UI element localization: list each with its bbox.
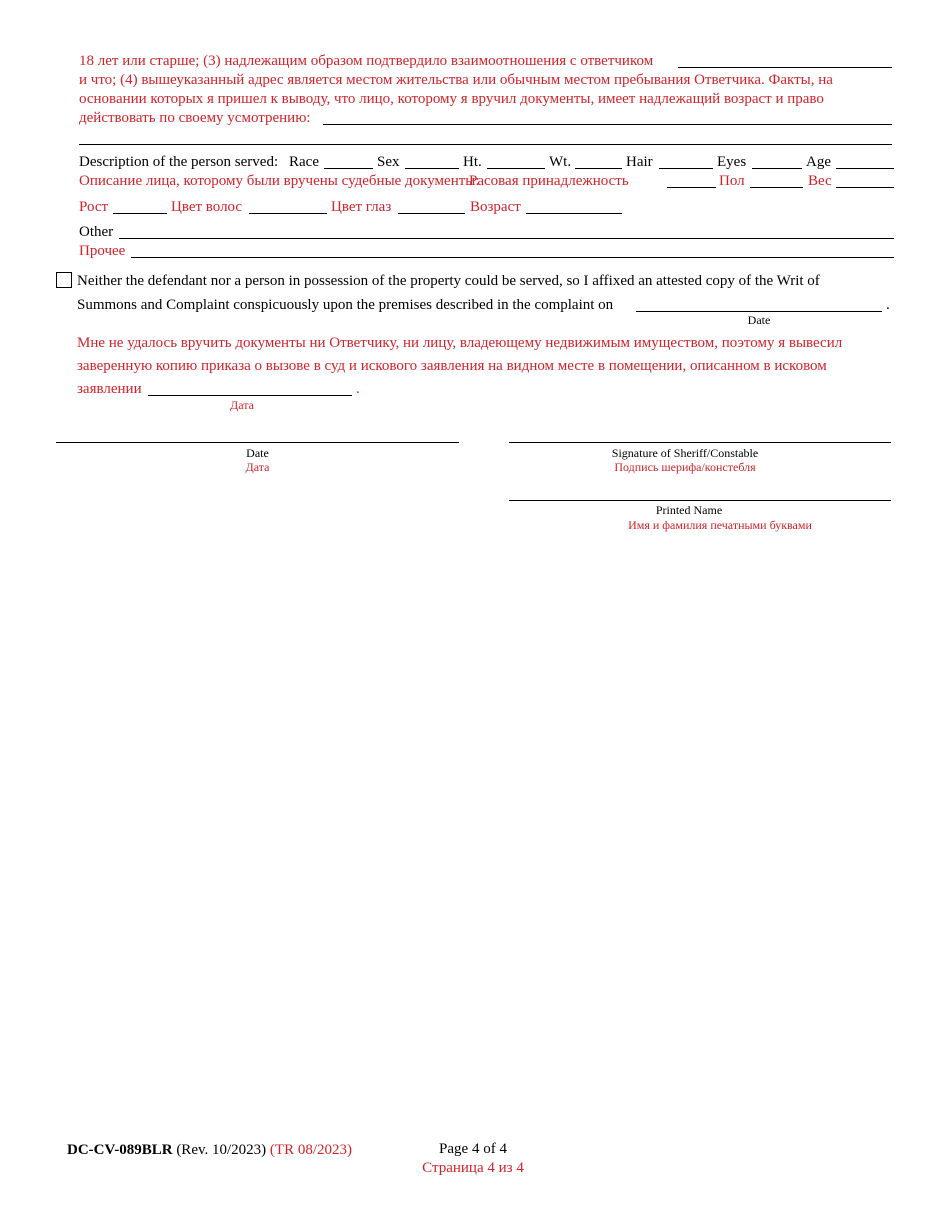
- date-signature-line[interactable]: [56, 442, 459, 443]
- posting-date-caption: Date: [747, 313, 771, 327]
- ru-race-label: Расовая принадлежность: [469, 173, 629, 189]
- race-label: Race: [289, 154, 319, 170]
- age-label: Age: [806, 154, 831, 170]
- posting-date-field[interactable]: [636, 311, 882, 312]
- weight-field[interactable]: [575, 168, 622, 169]
- weight-label: Wt.: [549, 154, 572, 170]
- ru-posting-date-field[interactable]: [148, 395, 352, 396]
- ru-sheriff-signature-caption: Подпись шерифа/констебля: [614, 460, 756, 474]
- ru-eyes-label: Цвет глаз: [331, 199, 392, 215]
- height-label: Ht.: [463, 154, 482, 170]
- ru-posting-line-1: Мне не удалось вручить документы ни Ответчику, ни лицу, владеющему недвижимым имуществом, поэтому я вывесил: [77, 335, 843, 351]
- ru-sex-field[interactable]: [750, 187, 803, 188]
- form-id: DC-CV-089BLR: [67, 1142, 173, 1158]
- sex-label: Sex: [377, 154, 400, 170]
- ru-height-label: Рост: [79, 199, 109, 215]
- date-caption: Date: [246, 446, 269, 460]
- ru-other-field[interactable]: [131, 257, 894, 258]
- intro-line-1: 18 лет или старше; (3) надлежащим образом подтвердило взаимоотношения с ответчиком: [79, 53, 654, 69]
- ru-date-caption: Дата: [245, 460, 270, 474]
- ru-age-field[interactable]: [526, 213, 622, 214]
- eyes-label: Eyes: [717, 154, 747, 170]
- ru-age-label: Возраст: [470, 199, 521, 215]
- ru-description-label: Описание лица, которому были вручены судебные документы:: [79, 173, 480, 189]
- intro-line-4: действовать по своему усмотрению:: [79, 110, 311, 126]
- facts-field-1[interactable]: [323, 124, 892, 125]
- ru-race-field[interactable]: [667, 187, 716, 188]
- intro-line-3: основании которых я пришел к выводу, что лицо, которому я вручил документы, имеет надлежащий возраст и право: [79, 91, 824, 107]
- ru-hair-field[interactable]: [249, 213, 327, 214]
- form-translation-revision: (TR 08/2023): [269, 1142, 352, 1158]
- posting-checkbox[interactable]: [56, 272, 72, 288]
- posting-period: .: [886, 297, 890, 313]
- printed-name-caption: Printed Name: [655, 503, 723, 517]
- ru-eyes-field[interactable]: [398, 213, 465, 214]
- eyes-field[interactable]: [752, 168, 802, 169]
- height-field[interactable]: [487, 168, 545, 169]
- ru-posting-line-2: заверенную копию приказа о вызове в суд и искового заявления на видном месте в помещении, описанном в исковом: [77, 358, 827, 374]
- printed-name-line[interactable]: [509, 500, 891, 501]
- ru-other-label: Прочее: [79, 243, 126, 259]
- race-field[interactable]: [324, 168, 373, 169]
- ru-weight-label: Вес: [808, 173, 832, 189]
- ru-weight-field[interactable]: [836, 187, 894, 188]
- other-field[interactable]: [119, 238, 894, 239]
- form-footer: [67, 1141, 352, 1160]
- sheriff-signature-line[interactable]: [509, 442, 891, 443]
- ru-page-number: Страница 4 из 4: [422, 1160, 524, 1176]
- ru-sex-label: Пол: [719, 173, 745, 189]
- posting-line-2: Summons and Complaint conspicuously upon the premises described in the complaint on: [77, 297, 614, 313]
- ru-printed-name-caption: Имя и фамилия печатными буквами: [628, 518, 812, 532]
- other-label: Other: [79, 224, 114, 240]
- relationship-field[interactable]: [678, 67, 892, 68]
- sex-field[interactable]: [405, 168, 459, 169]
- ru-hair-label: Цвет волос: [171, 199, 243, 215]
- hair-field[interactable]: [659, 168, 713, 169]
- facts-field-2[interactable]: [79, 144, 892, 145]
- hair-label: Hair: [626, 154, 653, 170]
- ru-posting-period: .: [356, 381, 360, 397]
- description-label: Description of the person served:: [79, 154, 279, 170]
- form-revision: (Rev. 10/2023): [176, 1142, 267, 1158]
- posting-line-1: Neither the defendant nor a person in possession of the property could be served, so I affixed an attested copy of the Writ of: [77, 273, 820, 289]
- age-field[interactable]: [836, 168, 894, 169]
- sheriff-signature-caption: Signature of Sheriff/Constable: [611, 446, 759, 460]
- intro-line-2: и что; (4) вышеуказанный адрес является местом жительства или обычным местом пребывания Ответчика. Факты, на: [79, 72, 833, 88]
- ru-posting-date-caption: Дата: [230, 398, 254, 412]
- page-number: Page 4 of 4: [439, 1141, 507, 1157]
- ru-height-field[interactable]: [113, 213, 167, 214]
- ru-posting-line-3: заявлении: [77, 381, 142, 397]
